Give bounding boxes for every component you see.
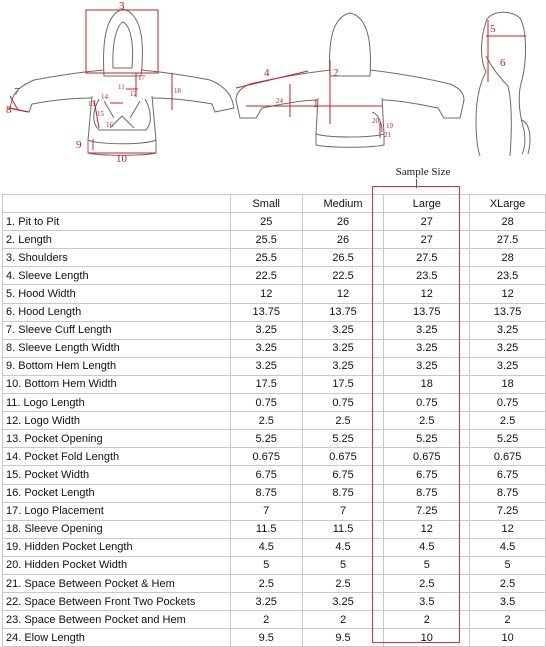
- table-row: [3, 249, 546, 267]
- table-header-row: [3, 195, 546, 213]
- label-8: 8: [6, 104, 12, 116]
- value-large: 2.5: [384, 574, 470, 592]
- table-row: [3, 556, 546, 574]
- value-small: 3.25: [230, 357, 302, 375]
- table-row: [3, 394, 546, 412]
- value-large: 5: [384, 556, 470, 574]
- value-small: 25: [230, 213, 302, 231]
- measurement-label: 12. Logo Width: [3, 412, 231, 430]
- value-xlarge: 6.75: [470, 466, 546, 484]
- value-small: 11.5: [230, 520, 302, 538]
- value-xlarge: 7.25: [470, 502, 546, 520]
- value-xlarge: 0.675: [470, 448, 546, 466]
- value-xlarge: 8.75: [470, 484, 546, 502]
- value-small: 12: [230, 285, 302, 303]
- sample-size-label: Sample Size: [395, 166, 451, 178]
- label-20: 20: [372, 117, 379, 125]
- value-small: 3.25: [230, 321, 302, 339]
- value-large: 3.25: [384, 357, 470, 375]
- value-small: 25.5: [230, 249, 302, 267]
- value-medium: 5: [302, 556, 384, 574]
- value-large: 2: [384, 611, 470, 629]
- table-row: [3, 285, 546, 303]
- value-medium: 0.675: [302, 448, 384, 466]
- value-medium: 5.25: [302, 430, 384, 448]
- table-row: [3, 593, 546, 611]
- value-xlarge: 18: [470, 375, 546, 393]
- label-15: 15: [97, 110, 104, 118]
- label-13: 13: [88, 100, 95, 108]
- label-6: 6: [500, 57, 506, 69]
- table-row: [3, 357, 546, 375]
- value-large: 7.25: [384, 502, 470, 520]
- value-medium: 3.25: [302, 321, 384, 339]
- measurement-label: 3. Shoulders: [3, 249, 231, 267]
- table-row: [3, 448, 546, 466]
- label-12: 12: [130, 90, 137, 98]
- value-small: 9.5: [230, 629, 302, 647]
- label-1: 1: [313, 98, 319, 110]
- value-small: 22.5: [230, 267, 302, 285]
- value-large: 23.5: [384, 267, 470, 285]
- value-large: 27.5: [384, 249, 470, 267]
- label-4: 4: [264, 67, 270, 79]
- value-medium: 3.25: [302, 339, 384, 357]
- value-small: 4.5: [230, 538, 302, 556]
- label-14: 14: [101, 93, 108, 101]
- value-medium: 2: [302, 611, 384, 629]
- value-large: 5.25: [384, 430, 470, 448]
- header-medium: Medium: [302, 195, 384, 213]
- measurement-label: 9. Bottom Hem Length: [3, 357, 231, 375]
- value-xlarge: 12: [470, 285, 546, 303]
- table-row: [3, 303, 546, 321]
- value-medium: 13.75: [302, 303, 384, 321]
- value-medium: 26.5: [302, 249, 384, 267]
- label-2: 2: [333, 67, 339, 79]
- sample-size-pointer: [416, 179, 417, 188]
- value-medium: 9.5: [302, 629, 384, 647]
- value-medium: 11.5: [302, 520, 384, 538]
- measurement-guides: [8, 10, 526, 153]
- value-large: 12: [384, 285, 470, 303]
- value-large: 8.75: [384, 484, 470, 502]
- value-medium: 3.25: [302, 593, 384, 611]
- value-xlarge: 13.75: [470, 303, 546, 321]
- label-11: 11: [118, 83, 125, 91]
- value-xlarge: 3.5: [470, 593, 546, 611]
- header-small: Small: [230, 195, 302, 213]
- table-row: [3, 611, 546, 629]
- value-xlarge: 3.25: [470, 357, 546, 375]
- measurement-label: 1. Pit to Pit: [3, 213, 231, 231]
- value-medium: 2.5: [302, 412, 384, 430]
- value-small: 3.25: [230, 339, 302, 357]
- label-9: 9: [76, 139, 82, 151]
- value-large: 27: [384, 213, 470, 231]
- table-row: [3, 412, 546, 430]
- value-medium: 2.5: [302, 574, 384, 592]
- label-7: 7: [14, 86, 20, 98]
- value-xlarge: 28: [470, 249, 546, 267]
- value-small: 5.25: [230, 430, 302, 448]
- value-large: 2.5: [384, 412, 470, 430]
- measurement-label: 7. Sleeve Cuff Length: [3, 321, 231, 339]
- label-5: 5: [490, 23, 496, 35]
- value-xlarge: 3.25: [470, 321, 546, 339]
- value-large: 27: [384, 231, 470, 249]
- measurement-label: 4. Sleeve Length: [3, 267, 231, 285]
- measurement-label: 23. Space Between Pocket and Hem: [3, 611, 231, 629]
- value-large: 4.5: [384, 538, 470, 556]
- table-row: [3, 430, 546, 448]
- value-xlarge: 5: [470, 556, 546, 574]
- value-medium: 3.25: [302, 357, 384, 375]
- value-xlarge: 3.25: [470, 339, 546, 357]
- value-small: 5: [230, 556, 302, 574]
- value-medium: 26: [302, 231, 384, 249]
- value-medium: 26: [302, 213, 384, 231]
- measurement-label: 11. Logo Length: [3, 394, 231, 412]
- value-medium: 22.5: [302, 267, 384, 285]
- label-21: 21: [384, 131, 391, 139]
- hoodie-diagrams: [0, 0, 546, 170]
- value-medium: 17.5: [302, 375, 384, 393]
- value-small: 17.5: [230, 375, 302, 393]
- value-small: 0.675: [230, 448, 302, 466]
- value-small: 2: [230, 611, 302, 629]
- table-row: [3, 375, 546, 393]
- value-medium: 6.75: [302, 466, 384, 484]
- value-small: 6.75: [230, 466, 302, 484]
- label-17: 17: [138, 74, 145, 82]
- table-row: [3, 466, 546, 484]
- measurement-label: 24. Elow Length: [3, 629, 231, 647]
- value-large: 3.5: [384, 593, 470, 611]
- measurement-label: 15. Pocket Width: [3, 466, 231, 484]
- value-xlarge: 0.75: [470, 394, 546, 412]
- value-medium: 4.5: [302, 538, 384, 556]
- measurement-label: 6. Hood Length: [3, 303, 231, 321]
- value-large: 0.75: [384, 394, 470, 412]
- hoodie-side-diagram: [476, 12, 530, 156]
- label-16: 16: [106, 121, 113, 129]
- value-xlarge: 28: [470, 213, 546, 231]
- value-large: 3.25: [384, 339, 470, 357]
- header-label-column: [3, 195, 231, 213]
- table-row: [3, 484, 546, 502]
- measurement-label: 5. Hood Width: [3, 285, 231, 303]
- value-small: 2.5: [230, 574, 302, 592]
- value-small: 13.75: [230, 303, 302, 321]
- table-row: [3, 231, 546, 249]
- value-small: 8.75: [230, 484, 302, 502]
- value-large: 13.75: [384, 303, 470, 321]
- table-row: [3, 213, 546, 231]
- measurement-label: 18. Sleeve Opening: [3, 520, 231, 538]
- measurement-label: 22. Space Between Front Two Pockets: [3, 593, 231, 611]
- value-xlarge: 23.5: [470, 267, 546, 285]
- measurement-label: 10. Bottom Hem Width: [3, 375, 231, 393]
- value-xlarge: 10: [470, 629, 546, 647]
- measurement-label: 17. Logo Placement: [3, 502, 231, 520]
- value-small: 0.75: [230, 394, 302, 412]
- table-row: [3, 267, 546, 285]
- label-24: 24: [276, 97, 283, 105]
- measurement-label: 13. Pocket Opening: [3, 430, 231, 448]
- value-xlarge: 2.5: [470, 574, 546, 592]
- table-row: [3, 321, 546, 339]
- table-row: [3, 574, 546, 592]
- value-medium: 0.75: [302, 394, 384, 412]
- measurement-label: 2. Length: [3, 231, 231, 249]
- measurement-label: 20. Hidden Pocket Width: [3, 556, 231, 574]
- label-18: 18: [174, 87, 181, 95]
- value-large: 18: [384, 375, 470, 393]
- value-large: 0.675: [384, 448, 470, 466]
- value-medium: 8.75: [302, 484, 384, 502]
- size-chart-table: [2, 194, 546, 647]
- value-small: 7: [230, 502, 302, 520]
- value-medium: 7: [302, 502, 384, 520]
- value-large: 3.25: [384, 321, 470, 339]
- value-small: 2.5: [230, 412, 302, 430]
- label-19: 19: [386, 122, 393, 130]
- value-large: 12: [384, 520, 470, 538]
- label-3: 3: [119, 0, 125, 12]
- value-large: 6.75: [384, 466, 470, 484]
- value-large: 10: [384, 629, 470, 647]
- measurement-label: 14. Pocket Fold Length: [3, 448, 231, 466]
- table-row: [3, 502, 546, 520]
- measurement-label: 8. Sleeve Length Width: [3, 339, 231, 357]
- value-xlarge: 2: [470, 611, 546, 629]
- measurement-label: 19. Hidden Pocket Length: [3, 538, 231, 556]
- table-row: [3, 538, 546, 556]
- value-xlarge: 2.5: [470, 412, 546, 430]
- header-xlarge: XLarge: [470, 195, 546, 213]
- header-large: Large: [384, 195, 470, 213]
- value-small: 25.5: [230, 231, 302, 249]
- value-xlarge: 4.5: [470, 538, 546, 556]
- label-10: 10: [116, 153, 127, 165]
- value-xlarge: 12: [470, 520, 546, 538]
- value-xlarge: 5.25: [470, 430, 546, 448]
- table-row: [3, 339, 546, 357]
- value-small: 3.25: [230, 593, 302, 611]
- measurement-label: 16. Pocket Length: [3, 484, 231, 502]
- table-row: [3, 629, 546, 647]
- value-medium: 12: [302, 285, 384, 303]
- table-row: [3, 520, 546, 538]
- measurement-label: 21. Space Between Pocket & Hem: [3, 574, 231, 592]
- value-xlarge: 27.5: [470, 231, 546, 249]
